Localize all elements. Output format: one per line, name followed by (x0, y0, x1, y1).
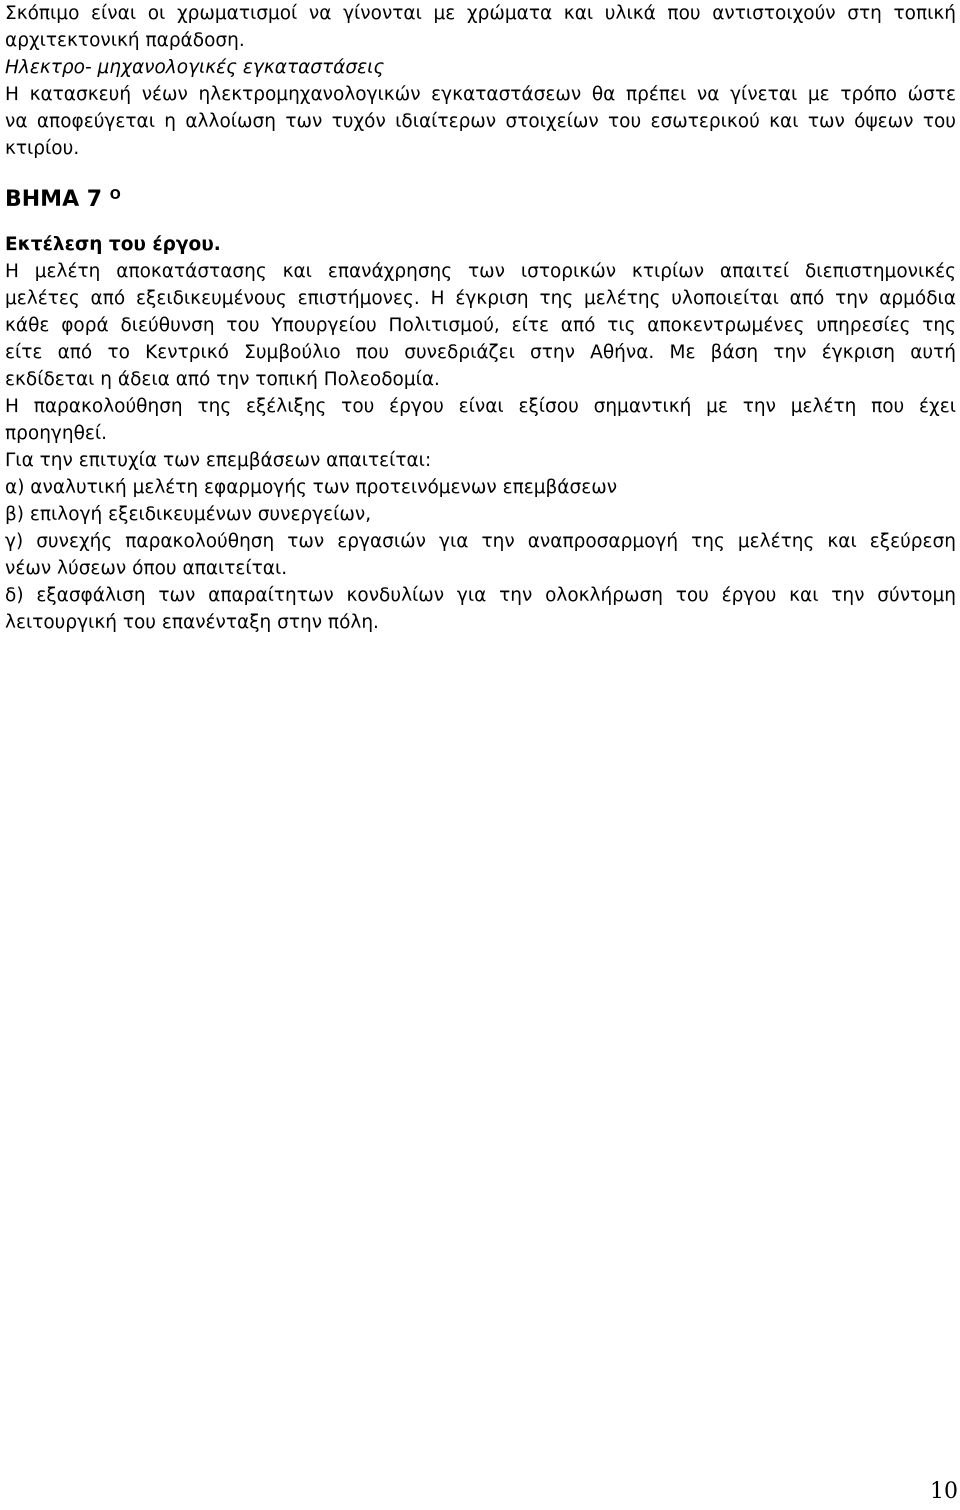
page-number: 10 (930, 1479, 958, 1504)
intro-line: Σκόπιμο είναι οι χρωματισμοί να γίνονται με χρώματα και υλικά που αντιστοιχούν στη τοπική (5, 3, 956, 24)
section-heading-electromechanical: Ηλεκτρο- μηχανολογικές εγκαταστάσεις (5, 57, 385, 78)
paragraph-line: προηγηθεί. (5, 423, 108, 444)
paragraph-line: Η μελέτη αποκατάστασης και επανάχρησης των ιστορικών κτιρίων απαιτεί διεπιστημονικές (5, 261, 956, 282)
intro-line: αρχιτεκτονική παράδοση. (5, 30, 245, 51)
list-item-continuation: νέων λύσεων όπου απαιτείται. (5, 558, 288, 579)
paragraph-line: Η κατασκευή νέων ηλεκτρομηχανολογικών εγκαταστάσεων θα πρέπει να γίνεται με τρόπο ώστε (5, 84, 956, 105)
paragraph-line: να αποφεύγεται η αλλοίωση των τυχόν ιδιαίτερων στοιχείων του εσωτερικού και των όψεων του (5, 111, 956, 132)
paragraph-line: κτιρίου. (5, 138, 80, 159)
list-item: β) επιλογή εξειδικευμένων συνεργείων, (5, 504, 372, 525)
paragraph-line: εκδίδεται η άδεια από την τοπική Πολεοδομία. (5, 369, 440, 390)
list-item: γ) συνεχής παρακολούθηση των εργασιών για την αναπροσαρμογή της μελέτης και εξεύρεση (5, 531, 956, 552)
document-page (5, 0, 956, 636)
step-heading (5, 182, 956, 218)
step-superscript: Ο (109, 188, 121, 203)
list-item: δ) εξασφάλιση των απαραίτητων κονδυλίων για την ολοκλήρωση του έργου και την σύντομη (5, 585, 956, 606)
step-title: ΒΗΜΑ 7 (5, 187, 103, 212)
paragraph-line: Η παρακολούθηση της εξέλιξης του έργου είναι εξίσου σημαντική με την μελέτη που έχει (5, 396, 956, 417)
paragraph-line: κάθε φορά διεύθυνση του Υπουργείου Πολιτισμού, είτε από τις αποκεντρωμένες υπηρεσίες της (5, 315, 956, 336)
paragraph-line: μελέτες από εξειδικευμένους επιστήμονες. Η έγκριση της μελέτης υλοποιείται από την αρμόδια (5, 288, 956, 309)
list-item: α) αναλυτική μελέτη εφαρμογής των προτεινόμενων επεμβάσεων (5, 477, 618, 498)
step-subtitle: Εκτέλεση του έργου. (5, 234, 221, 255)
paragraph-line: Για την επιτυχία των επεμβάσεων απαιτείται: (5, 450, 432, 471)
list-item-continuation: λειτουργική του επανένταξη στην πόλη. (5, 612, 379, 633)
paragraph-line: είτε από το Κεντρικό Συμβούλιο που συνεδριάζει στην Αθήνα. Με βάση την έγκριση αυτή (5, 342, 956, 363)
